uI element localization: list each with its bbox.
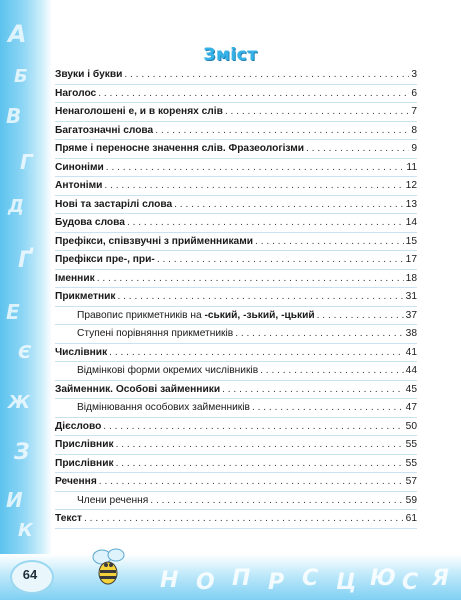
decor-letter: Г: [20, 150, 33, 174]
toc-entry-page: 6: [411, 87, 417, 99]
toc-entry-title: Ступені порівняння прикметників: [77, 328, 234, 339]
toc-entry: [55, 455, 417, 474]
toc-entry-page: 38: [405, 328, 417, 339]
toc-entry-page: 3: [411, 69, 417, 80]
toc-entry-page: 37: [405, 309, 417, 321]
bee-icon: [88, 543, 128, 589]
page-number: 64: [22, 567, 38, 582]
decor-letter: Ж: [8, 392, 31, 413]
toc-entry-page: 7: [411, 106, 417, 117]
dot-leader: [124, 69, 409, 80]
decor-letter: Б: [14, 66, 28, 87]
decor-letter: В: [6, 104, 22, 128]
toc-entry-title: Текст: [55, 513, 83, 524]
toc-entry-title: Прикметник: [55, 291, 116, 302]
toc-entry: [55, 103, 417, 122]
dot-leader: [103, 421, 403, 432]
dot-leader: [235, 328, 403, 339]
toc-entry-page: 13: [405, 198, 417, 210]
toc-entry-title: Нові та застарілі слова: [55, 198, 173, 210]
decor-letter: Ц: [336, 570, 357, 595]
toc-entry: [55, 418, 417, 437]
dot-leader: [106, 162, 405, 173]
toc-entry: [55, 344, 417, 363]
decor-letter: Є: [18, 342, 32, 363]
dot-leader: [255, 236, 404, 247]
toc-entry-page: 9: [411, 143, 417, 154]
toc-entry-title: Наголос: [55, 87, 97, 99]
toc-entry-title: Префікси пре-, при-: [55, 254, 155, 265]
toc-entry-title: Речення: [55, 476, 97, 487]
page-number-badge: [10, 560, 50, 590]
toc-entry-page: 15: [405, 235, 417, 247]
toc-entry-title: Синоніми: [55, 161, 104, 173]
toc-entry-title: Звуки і букви: [55, 69, 123, 80]
dot-leader: [252, 402, 404, 413]
dot-leader: [222, 384, 404, 395]
toc-entry-title: Прислівник: [55, 439, 114, 450]
dot-leader: [150, 495, 403, 506]
toc-entry: [55, 473, 417, 492]
toc-entry-title: Прислівник: [55, 457, 114, 469]
dot-leader: [127, 217, 404, 228]
dot-leader: [306, 143, 409, 154]
toc-entry-page: 45: [405, 383, 417, 395]
toc-entry: [55, 307, 417, 326]
page-title: Зміст: [203, 45, 258, 66]
left-decorative-band: [0, 0, 52, 600]
dot-leader: [157, 254, 404, 265]
toc-entry: [55, 233, 417, 252]
toc-entry: [55, 381, 417, 400]
toc-entry-title: Антоніми: [55, 180, 103, 191]
dot-leader: [97, 273, 404, 284]
toc-entry-title: Відмінкові форми окремих числівників: [77, 365, 259, 376]
toc-entry-page: 47: [405, 402, 417, 413]
dot-leader: [225, 106, 409, 117]
toc-entry-page: 59: [405, 494, 417, 506]
dot-leader: [317, 310, 404, 321]
decor-letter: С: [302, 566, 319, 591]
toc-entry-title: Дієслово: [55, 420, 102, 432]
decor-letter: Е: [6, 300, 20, 324]
decor-letter: К: [18, 520, 33, 541]
toc-entry-page: 14: [405, 217, 417, 228]
toc-entry-page: 17: [405, 254, 417, 265]
toc-entry-title: Відмінювання особових займенників: [77, 402, 250, 413]
toc-entry: [55, 288, 417, 307]
toc-entry-title: Багатозначні слова: [55, 124, 154, 136]
toc-entry: [55, 510, 417, 529]
toc-entry: [55, 362, 417, 381]
toc-entry-page: 61: [405, 513, 417, 524]
decor-letter: П: [232, 566, 251, 591]
toc-entry-page: 8: [411, 124, 417, 136]
bottom-decorative-band: [0, 554, 461, 600]
dot-leader: [99, 476, 404, 487]
table-of-contents: [55, 66, 417, 529]
toc-entry: [55, 66, 417, 85]
dot-leader: [260, 365, 404, 376]
toc-entry-page: 18: [405, 272, 417, 284]
toc-entry-page: 44: [405, 365, 417, 376]
decor-letter: А: [8, 20, 27, 48]
toc-entry-title: Пряме і переносне значення слів. Фразеологізми: [55, 143, 305, 154]
toc-entry: [55, 399, 417, 418]
dot-leader: [117, 291, 403, 302]
decor-letter: З: [14, 440, 30, 465]
toc-entry: [55, 196, 417, 215]
toc-entry: [55, 122, 417, 141]
decor-letter: Н: [160, 568, 179, 593]
toc-entry: [55, 270, 417, 289]
decor-letter: О: [196, 570, 215, 595]
toc-entry-title: Правопис прикметників на -ський, -зький, -цький: [77, 309, 315, 321]
toc-entry-title: Числівник: [55, 346, 108, 358]
toc-entry: [55, 251, 417, 270]
dot-leader: [116, 458, 404, 469]
dot-leader: [98, 88, 409, 99]
toc-entry: [55, 177, 417, 196]
decor-letter: Ю: [370, 566, 396, 591]
toc-entry: [55, 140, 417, 159]
toc-entry-page: 50: [405, 420, 417, 432]
dot-leader: [109, 347, 403, 358]
toc-entry-page: 55: [405, 457, 417, 469]
toc-entry: [55, 492, 417, 511]
decor-letter: И: [6, 488, 23, 512]
toc-entry-page: 55: [405, 439, 417, 450]
dot-leader: [84, 513, 404, 524]
toc-entry-title: Займенник. Особові займенники: [55, 383, 221, 395]
toc-entry-page: 31: [405, 291, 417, 302]
toc-entry-title: Будова слова: [55, 217, 125, 228]
toc-entry: [55, 436, 417, 455]
decor-letter: Я: [432, 566, 449, 591]
toc-entry-title: Ненаголошені е, и в коренях слів: [55, 106, 223, 117]
toc-entry: [55, 325, 417, 344]
toc-entry: [55, 214, 417, 233]
dot-leader: [104, 180, 403, 191]
decor-letter: Д: [8, 196, 25, 217]
decor-letter: Ґ: [18, 248, 33, 273]
toc-entry: [55, 85, 417, 104]
toc-entry-title: Члени речення: [77, 494, 149, 506]
dot-leader: [174, 199, 404, 210]
toc-entry-title: Префікси, співзвучні з прийменниками: [55, 235, 254, 247]
dot-leader: [116, 439, 404, 450]
toc-entry-page: 11: [406, 161, 417, 173]
decor-letter: С: [402, 570, 419, 595]
toc-entry: [55, 159, 417, 178]
toc-entry-page: 12: [405, 180, 417, 191]
toc-entry-page: 41: [405, 346, 417, 358]
toc-entry-title: Іменник: [55, 272, 95, 284]
decor-letter: Р: [268, 570, 285, 595]
toc-entry-page: 57: [405, 476, 417, 487]
dot-leader: [155, 125, 409, 136]
